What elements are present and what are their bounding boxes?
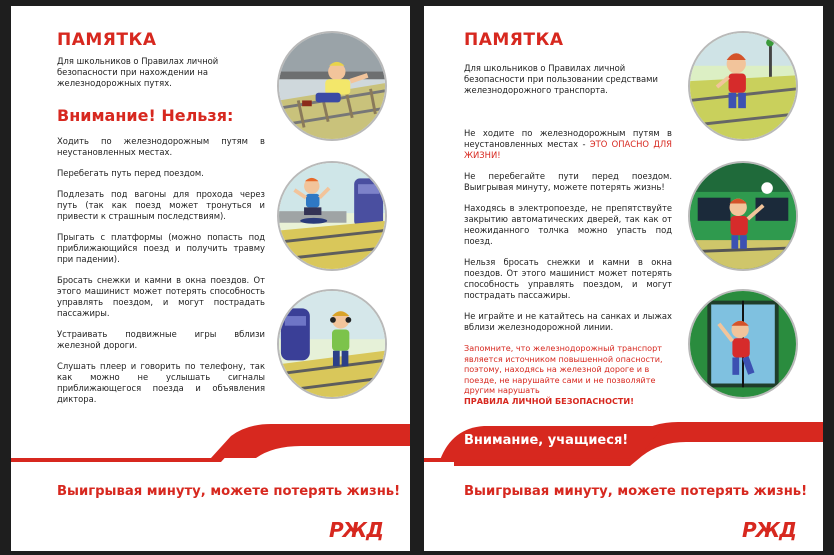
rzd-logo: РЖД bbox=[742, 518, 796, 542]
left-warning-heading: Внимание! Нельзя: bbox=[57, 106, 234, 125]
left-rule-item: Перебегать путь перед поездом. bbox=[57, 168, 204, 178]
left-rule-item: Подлезать под вагоны для прохода через путь (так как поезд может тронуться и привести к страшным последствиям). bbox=[57, 189, 265, 221]
right-red-swoosh bbox=[424, 6, 823, 551]
left-rule-item: Бросать снежки и камни в окна поездов. От этого машинист может потерять способность управлять поездом, и могут пострадать пассажиры. bbox=[57, 275, 265, 318]
left-title: ПАМЯТКА bbox=[57, 30, 157, 50]
right-rule-item: Не играйте и не катайтесь на санках и лыжах вблизи железнодорожной линии. bbox=[464, 311, 672, 332]
right-rule-item: Нельзя бросать снежки и камни в окна поездов. От этого машинист может потерять способность управлять поездом, и могут пострадать пассажиры. bbox=[464, 257, 672, 300]
right-note-emphasis: ПРАВИЛА ЛИЧНОЙ БЕЗОПАСНОСТИ! bbox=[464, 395, 634, 406]
right-leaflet-page bbox=[424, 6, 823, 551]
left-red-swoosh bbox=[11, 6, 410, 551]
left-intro: Для школьников о Правилах личной безопасности при нахождении на железнодорожных путях. bbox=[57, 56, 219, 88]
left-leaflet-page bbox=[11, 6, 410, 551]
attention-banner: Внимание, учащиеся! bbox=[464, 433, 629, 448]
right-rule-text: Не ходите по железнодорожным путям в неустановленных местах - bbox=[464, 128, 672, 149]
left-slogan: Выигрывая минуту, можете потерять жизнь! bbox=[57, 484, 401, 499]
right-slogan: Выигрывая минуту, можете потерять жизнь! bbox=[464, 484, 808, 499]
left-rule-item: Прыгать с платформы (можно попасть под приближающийся поезд и получить травму при падении). bbox=[57, 232, 265, 264]
right-title: ПАМЯТКА bbox=[464, 30, 564, 50]
rzd-logo: РЖД bbox=[329, 518, 383, 542]
right-rule-item: Находясь в электропоезде, не препятствуйте закрытию автоматических дверей, так как от неожиданного толчка можно упасть под поезд. bbox=[464, 203, 672, 246]
danger-highlight: ЭТО ОПАСНО ДЛЯ ЖИЗНИ! bbox=[464, 139, 672, 160]
right-note-text: Запомните, что железнодорожный транспорт является источником повышенной опасности, поэтому, находясь на железной дороге и в поезде, не нарушайте сами и не позволяйте другим нарушать bbox=[464, 343, 663, 396]
right-rule-item: Не перебегайте пути перед поездом. Выигрывая минуту, можете потерять жизнь! bbox=[464, 171, 672, 192]
left-rule-item: Устраивать подвижные игры вблизи железной дороги. bbox=[57, 329, 265, 350]
left-rule-item: Ходить по железнодорожным путям в неустановленных местах. bbox=[57, 136, 265, 157]
left-rule-item: Слушать плеер и говорить по телефону, так как можно не услышать сигналы приближающегося поезда и объявления диктора. bbox=[57, 361, 265, 404]
right-intro: Для школьников о Правилах личной безопасности при пользовании средствами железнодорожного транспорта. bbox=[464, 63, 658, 95]
